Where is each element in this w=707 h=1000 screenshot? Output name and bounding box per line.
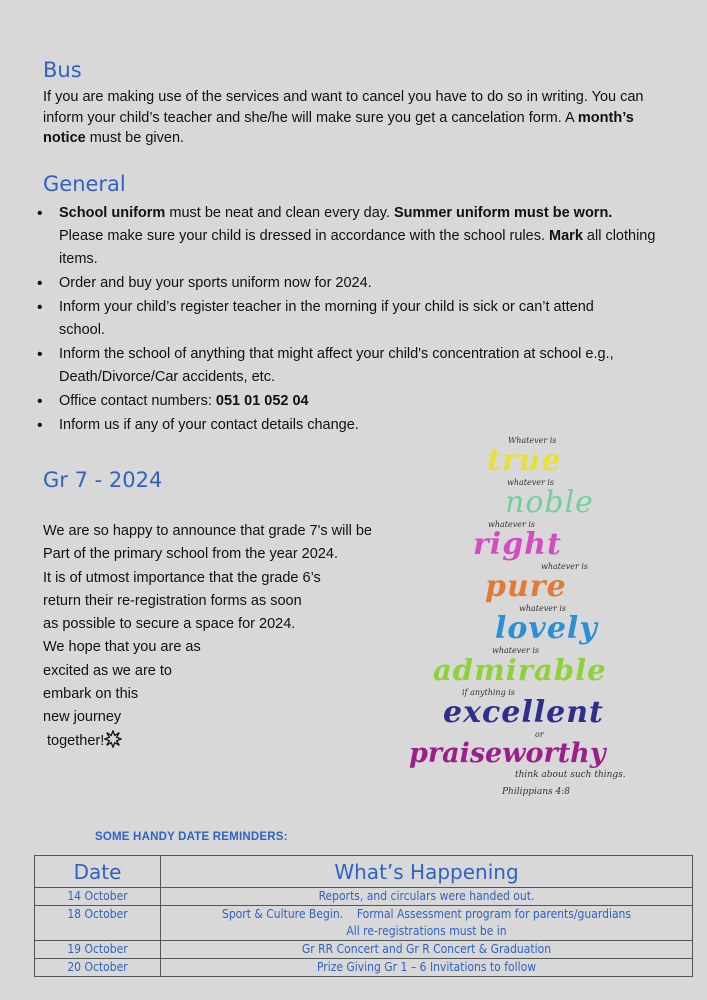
row-date: 14 October [35,888,161,906]
item-text: Please make sure your child is dressed in accordance with the school rules. [59,228,550,244]
item-text: Inform the school of anything that might affect your child's concentration at school e.g., Death/Divorce/Car accidents, etc. [59,346,614,385]
announcement-line: as possible to secure a space for 2024. [43,616,296,633]
table-row [35,959,693,977]
row-date: 20 October [35,959,161,977]
poster-word: lovely [495,611,598,646]
announcement-line: It is of utmost importance that the grade 6’s [43,569,321,586]
poster-small-text: Whatever is [508,436,557,445]
poster-word: pure [485,569,567,604]
poster-small-text: whatever is [492,646,540,655]
reminders-table [34,855,693,977]
poster-word: praiseworthy [409,738,606,769]
poster-footer: think about such things. [515,770,626,780]
announcement-line: together! [43,732,105,749]
row-date: 18 October [35,906,161,941]
event-text: Reports, and circulars were handed out. [318,889,535,903]
item-text: Inform us if any of your contact details change. [59,417,359,433]
poster-line-noble [405,478,685,518]
announcement-line: excited as we are to [43,662,172,679]
poster-small-text: or [535,730,544,739]
list-item [37,343,657,389]
poster-line-excellent [405,688,685,728]
poster-line-pure [405,562,685,602]
poster-small-text: whatever is [488,520,536,529]
list-item [37,272,657,295]
poster-word: excellent [443,695,604,730]
poster-small-text: whatever is [519,604,567,613]
list-item [37,414,657,437]
announcement-last-line [43,730,372,753]
table-row [35,888,693,906]
scripture-poster [405,436,685,806]
poster-line-right [405,520,685,560]
poster-line-praiseworthy [405,730,685,767]
table-row [35,906,693,941]
list-item [37,202,657,271]
event-text: Prize Giving Gr 1 – 6 Invitations to follow [316,960,537,974]
item-text: Inform your child’s register teacher in the morning if your child is sick or can’t attend school. [59,299,594,338]
announcement-line: return their re-registration forms as soon [43,592,302,609]
bold-text: School uniform [59,205,166,221]
poster-small-text: if anything is [462,688,515,697]
poster-reference: Philippians 4:8 [502,787,571,797]
announcement-line: new journey [43,709,122,726]
reminders-title: SOME HANDY DATE REMINDERS: [95,831,288,843]
poster-small-text: whatever is [507,478,555,487]
poster-line-admirable [405,646,685,685]
item-text: Office contact numbers: [59,393,216,409]
poster-word: right [473,527,562,562]
poster-line-true [405,436,685,476]
gr7-announcement [43,520,372,753]
item-text: must be neat and clean every day. [165,205,394,221]
event-text-line-2: All re-registrations must be in [346,924,507,938]
table-row [35,941,693,959]
poster-line-lovely [405,604,685,644]
poster-word: admirable [433,653,607,687]
office-phone-number: 051 01 052 04 [215,393,309,409]
column-header-event: What’s Happening [161,856,693,888]
announcement-line: embark on this [43,686,139,703]
poster-word: noble [505,485,594,520]
item-text: all clothing items. [59,228,656,267]
row-event [161,888,693,906]
list-item [37,390,657,413]
row-event [161,941,693,959]
bus-paragraph [43,87,653,149]
list-item [37,296,657,342]
event-text: Gr RR Concert and Gr R Concert & Graduation [301,942,552,956]
bus-text-end: must be given. [85,130,185,146]
row-event [161,906,693,941]
bus-heading: Bus [43,58,82,82]
poster-word: true [487,443,562,478]
general-heading: General [43,172,126,196]
row-date: 19 October [35,941,161,959]
table-header-row [35,856,693,888]
gr7-heading: Gr 7 - 2024 [43,468,163,492]
item-text: Order and buy your sports uniform now for 2024. [59,275,372,291]
column-header-date: Date [35,856,161,888]
poster-small-text: whatever is [541,562,589,571]
announcement-line: We hope that you are as [43,639,201,656]
bus-text: If you are making use of the services and want to cancel you have to do so in writing. You can inform your child’s teacher and she/he will make sure you get a cancelation form. A [43,89,644,126]
bold-text: Mark [549,228,583,244]
event-text: Sport & Culture Begin. Formal Assessment program for parents/guardians [221,907,632,921]
bold-text: Summer uniform must be worn. [394,205,613,221]
announcement-line: We are so happy to announce that grade 7's will be [43,523,372,539]
bus-notice-bold: month’s notice [43,109,634,146]
general-list [37,202,657,438]
announcement-line: Part of the primary school from the year 2024. [43,546,338,563]
starburst-icon [104,730,122,748]
row-event [161,959,693,977]
